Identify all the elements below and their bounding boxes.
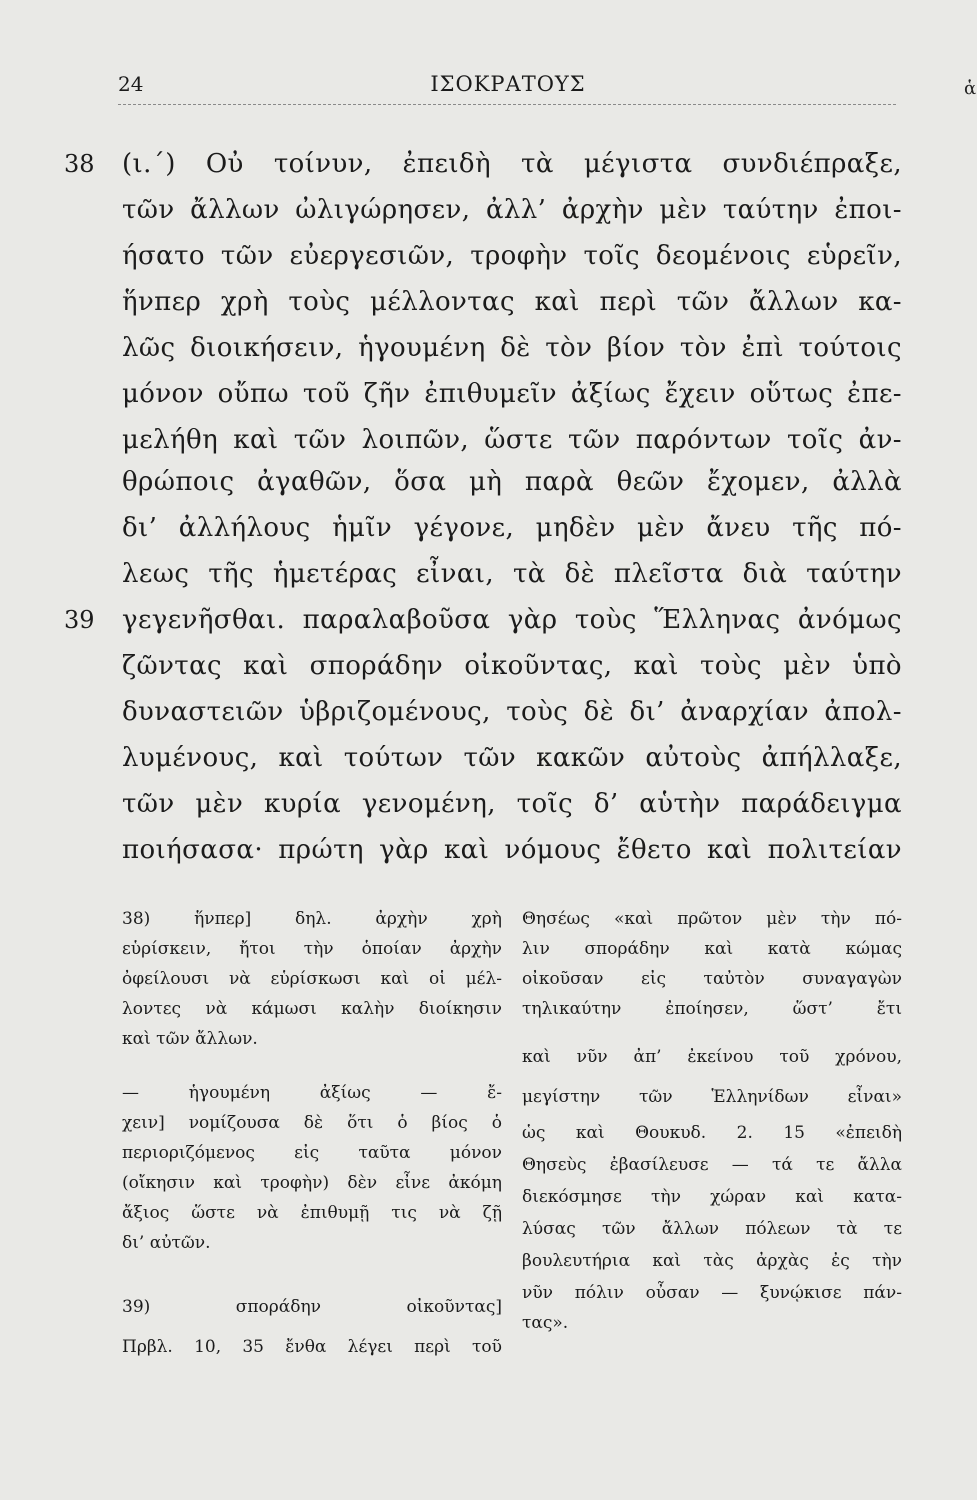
text-line: δυναστειῶν ὑβριζομένους, τοὺς δὲ δι’ ἀναρχίαν ἀπολ- (122, 697, 902, 727)
footnote-line: ἄξιος ὥστε νὰ ἐπιθυμῇ τις νὰ ζῇ (122, 1203, 502, 1223)
section-number-38: 38 (64, 150, 95, 178)
text-line: λῶς διοικήσειν, ἡγουμένη δὲ τὸν βίον τὸν ἐπὶ τούτοις (122, 333, 902, 363)
running-title: ΙΣΟΚΡΑΤΟΥΣ (430, 72, 586, 96)
page-header (118, 72, 898, 102)
footnote-line: λιν σποράδην καὶ κατὰ κώμας (522, 939, 902, 959)
footnote-line: καὶ νῦν ἀπ’ ἐκείνου τοῦ χρόνου, (522, 1047, 902, 1067)
footnote-line: οἰκοῦσαν εἰς ταὐτὸν συναγαγὼν (522, 969, 902, 989)
footnote-line: — ἡγουμένη ἀξίως — ἔ- (122, 1083, 502, 1103)
text-line: γεγενῆσθαι. παραλαβοῦσα γὰρ τοὺς Ἕλληνας ἀνόμως (122, 605, 902, 635)
footnote-line: διεκόσμησε τὴν χώραν καὶ κατα- (522, 1187, 902, 1207)
footnote-line: Πρβλ. 10, 35 ἔνθα λέγει περὶ τοῦ (122, 1337, 502, 1357)
footnote-line: μεγίστην τῶν Ἑλληνίδων εἶναι» (522, 1087, 902, 1107)
text-line: δι’ ἀλλήλους ἡμῖν γέγονε, μηδὲν μὲν ἄνευ τῆς πό- (122, 513, 902, 543)
text-line: μόνον οὔπω τοῦ ζῆν ἐπιθυμεῖν ἀξίως ἔχειν οὕτως ἐπε- (122, 379, 902, 409)
header-rule (118, 104, 896, 105)
footnote-line: νῦν πόλιν οὖσαν — ξυνῴκισε πάν- (522, 1283, 902, 1303)
section-number-39: 39 (64, 606, 95, 634)
text-line: τῶν μὲν κυρία γενομένη, τοῖς δ’ αὑτὴν παράδειγμα (122, 789, 902, 819)
footnote-line: Θησεὺς ἐβασίλευσε — τά τε ἄλλα (522, 1155, 902, 1175)
footnote-line: 38) ἥνπερ] δηλ. ἀρχὴν χρὴ (122, 909, 502, 929)
edge-mark: ἁ (964, 78, 977, 99)
footnote-line: περιοριζόμενος εἰς ταῦτα μόνον (122, 1143, 502, 1163)
text-line: λυμένους, καὶ τούτων τῶν κακῶν αὐτοὺς ἀπήλλαξε, (122, 743, 902, 773)
footnote-line: λύσας τῶν ἄλλων πόλεων τὰ τε (522, 1219, 902, 1239)
text-line: μελήθη καὶ τῶν λοιπῶν, ὥστε τῶν παρόντων τοῖς ἀν- (122, 425, 902, 455)
page-number: 24 (118, 72, 144, 96)
text-line: ήσατο τῶν εὐεργεσιῶν, τροφὴν τοῖς δεομένοις εὑρεῖν, (122, 241, 902, 271)
footnote-line: 39) σποράδην οἰκοῦντας] (122, 1297, 502, 1317)
footnote-line: καὶ τῶν ἄλλων. (122, 1029, 258, 1049)
text-line: ποιήσασα· πρώτη γὰρ καὶ νόμους ἔθετο καὶ πολιτείαν (122, 835, 902, 865)
footnote-line: δι’ αὐτῶν. (122, 1233, 211, 1253)
footnote-line: εὑρίσκειν, ἤτοι τὴν ὁποίαν ἀρχὴν (122, 939, 502, 959)
footnote-line: ὡς καὶ Θουκυδ. 2. 15 «ἐπειδὴ (522, 1123, 902, 1143)
text-line: ζῶντας καὶ σποράδην οἰκοῦντας, καὶ τοὺς μὲν ὑπὸ (122, 651, 902, 681)
footnote-line: τηλικαύτην ἐποίησεν, ὥστ’ ἔτι (522, 999, 902, 1019)
text-line: λεως τῆς ἡμετέρας εἶναι, τὰ δὲ πλεῖστα διὰ ταύτην (122, 559, 902, 589)
text-line: θρώποις ἀγαθῶν, ὅσα μὴ παρὰ θεῶν ἔχομεν, ἀλλὰ (122, 467, 902, 497)
text-line: τῶν ἄλλων ὠλιγώρησεν, ἀλλ’ ἀρχὴν μὲν ταύτην ἐποι- (122, 195, 902, 225)
footnote-line: (οἴκησιν καὶ τροφὴν) δὲν εἶνε ἀκόμη (122, 1173, 502, 1193)
footnote-line: Θησέως «καὶ πρῶτον μὲν τὴν πό- (522, 909, 902, 929)
footnote-line: χειν] νομίζουσα δὲ ὅτι ὁ βίος ὁ (122, 1113, 502, 1133)
footnote-line: ὀφείλουσι νὰ εὑρίσκωσι καὶ οἱ μέλ- (122, 969, 502, 989)
footnote-line: τας». (522, 1313, 569, 1333)
text-line: ἥνπερ χρὴ τοὺς μέλλοντας καὶ περὶ τῶν ἄλλων κα- (122, 287, 902, 317)
footnote-line: λοντες νὰ κάμωσι καλὴν διοίκησιν (122, 999, 502, 1019)
text-line: (ι.´) Οὐ τοίνυν, ἐπειδὴ τὰ μέγιστα συνδιέπραξε, (122, 149, 902, 179)
footnote-line: βουλευτήρια καὶ τὰς ἀρχὰς ἐς τὴν (522, 1251, 902, 1271)
